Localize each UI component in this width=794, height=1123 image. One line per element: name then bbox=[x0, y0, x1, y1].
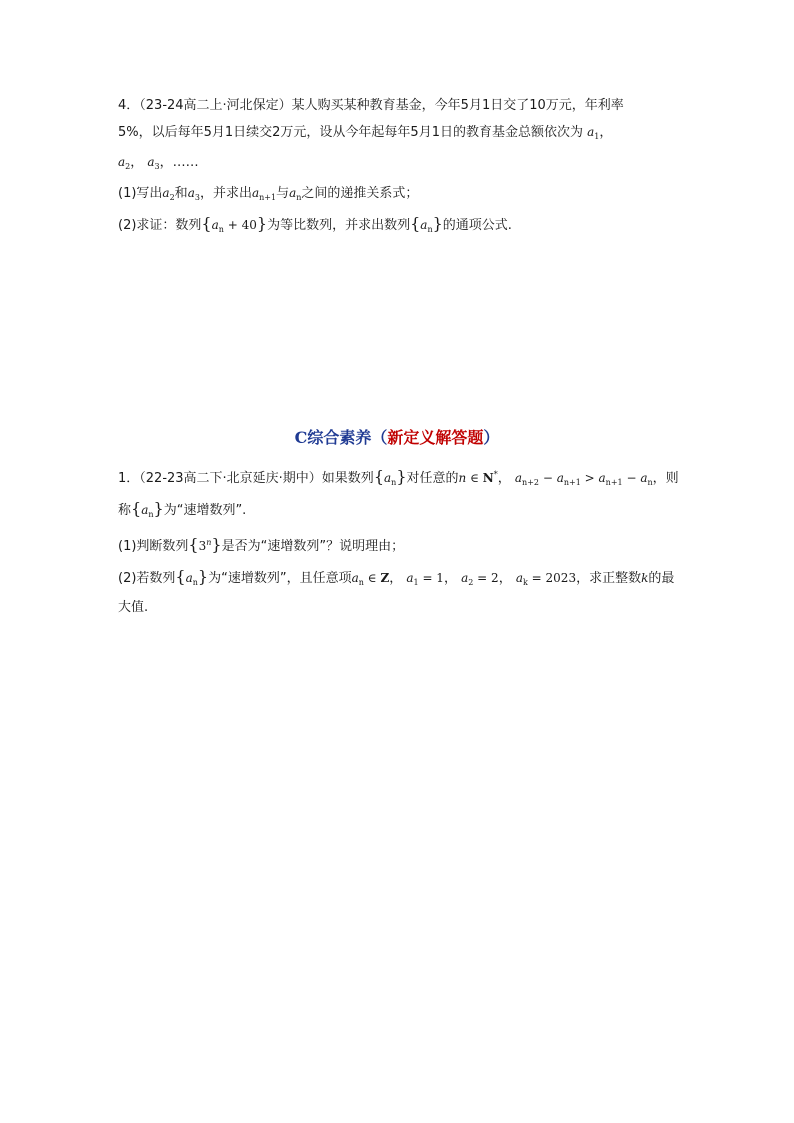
problem-1-last-line: 大值. bbox=[118, 600, 149, 615]
problem-4-line-3: $a_2$， $a_3$，…… bbox=[118, 155, 199, 171]
math-a3: $a_3$ bbox=[147, 155, 160, 171]
math-a1: $a_1$ bbox=[587, 125, 600, 141]
math-a2: $a_2$ bbox=[118, 155, 131, 171]
problem-4-part-1: (1)写出$a_2$和$a_3$，并求出$a_{n+1}$与$a_n$之间的递推关系式； bbox=[118, 186, 419, 202]
math-inequality: $a_{n+2} - a_{n+1} > a_{n+1} - a_n$ bbox=[514, 471, 653, 487]
math-seq-3n: {3$^n$} bbox=[188, 535, 222, 554]
problem-4-line-2: 5%，以后每年5月1日续交2万元，设从今年起每年5月1日的教育基金总额依次为 $a_1$， bbox=[118, 125, 613, 141]
problem-4-part-2: (2)求证：数列$\{a_n + 40\}$为等比数列，并求出数列$\{a_n\}$的通项公式. bbox=[118, 214, 512, 234]
section-title: C综合素养（新定义解答题） bbox=[294, 428, 500, 447]
math-seq-an-plus-40: $\{a_n + 40\}$ bbox=[201, 214, 268, 234]
problem-1-line-1: 1．（22-23高二下·北京延庆·期中）如果数列$\{a_n\}$对任意的n ∈ N*， $a_{n+2} - a_{n+1} > a_{n+1} - a_n$，则 bbox=[118, 467, 679, 487]
problem-1-part-1: (1)判断数列{3$^n$}是否为“速增数列”？说明理由； bbox=[118, 535, 405, 554]
problem-1-part-2: (2)若数列$\{a_n\}$为“速增数列”，且任意项$a_n$ ∈ Z， $a_1 = 1$， $a_2 = 2$， $a_k = 2023$，求正整数k的最 bbox=[118, 567, 675, 587]
math-seq-an: $\{a_n\}$ bbox=[410, 214, 443, 234]
problem-4-line-1: 4．（23-24高二上·河北保定）某人购买某种教育基金，今年5月1日交了10万元，年利率 bbox=[118, 98, 624, 113]
problem-1-line-2: 称$\{a_n\}$为“速增数列”. bbox=[118, 499, 247, 519]
